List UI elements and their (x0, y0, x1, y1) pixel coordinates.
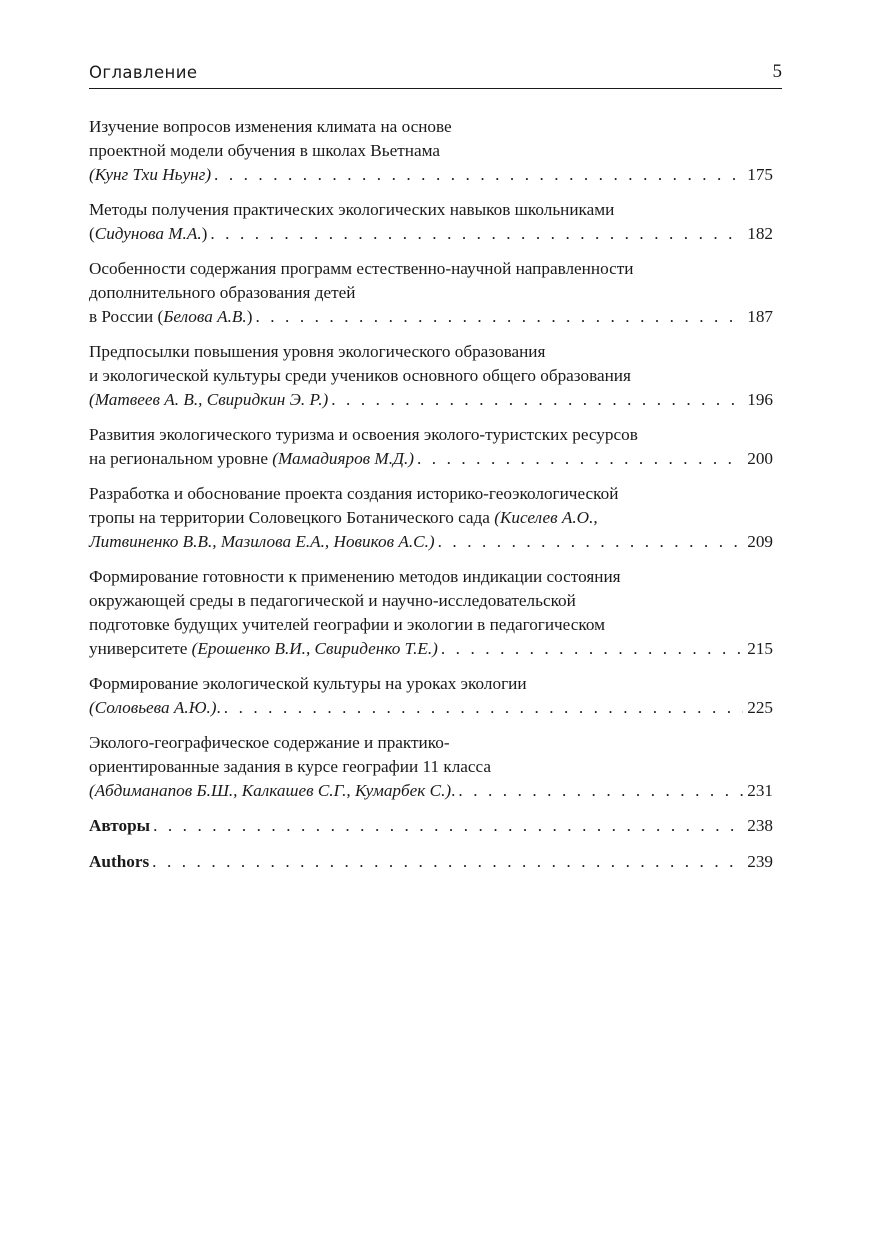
toc-entry-title-part: университете (89, 639, 192, 658)
toc-entry-page: 200 (747, 449, 773, 468)
toc-entry[interactable] (89, 198, 773, 246)
toc-entry-title-line: дополнительного образования детей (89, 283, 356, 302)
toc-entry-title-line: ориентированные задания в курсе географии 11 класса (89, 757, 492, 776)
toc-entry[interactable] (89, 565, 773, 661)
toc-entry-page: 239 (747, 852, 773, 871)
toc-entry-page: 196 (747, 390, 773, 409)
header-page-number: 5 (772, 61, 782, 82)
toc-entry-title-line: Формирование готовности к применению методов индикации состояния (89, 567, 621, 586)
toc-entry-title-line: Разработка и обоснование проекта создания историко-геоэкологической (89, 484, 619, 503)
toc-entry-title-part: ) (201, 224, 208, 243)
dot-leader (210, 222, 743, 246)
toc-entry-title: Авторы (89, 816, 151, 835)
toc-entry-page: 238 (747, 816, 773, 835)
toc-entry-title-part: ) (246, 307, 253, 326)
dot-leader (152, 850, 743, 874)
dot-leader (458, 779, 743, 803)
toc-entry-title-line: проектной модели обучения в школах Вьетнама (89, 141, 440, 160)
toc-entry-author: Литвиненко В.В., Мазилова Е.А., Новиков А.С.) (89, 532, 435, 551)
toc-entry-title-part: тропы на территории Соловецкого Ботанического сада (89, 508, 495, 527)
toc-entry-page: 225 (747, 698, 773, 717)
toc-entry-page: 215 (747, 639, 773, 658)
dot-leader (224, 696, 743, 720)
toc-entry-page: 182 (747, 224, 773, 243)
dot-leader (417, 447, 743, 471)
toc-entry[interactable] (89, 115, 773, 187)
toc-entry-author: (Матвеев А. В., Свиридкин Э. Р.) (89, 390, 329, 409)
toc-entry-authors-ru[interactable] (89, 814, 773, 838)
toc-entry-author: (Кунг Тхи Ньунг) (89, 165, 212, 184)
toc-entry-page: 231 (747, 781, 773, 800)
toc-entry-title-line: Развития экологического туризма и освоения эколого-туристских ресурсов (89, 425, 638, 444)
table-of-contents (89, 115, 773, 886)
toc-entry[interactable] (89, 423, 773, 471)
toc-entry-author: (Киселев А.О., (494, 508, 598, 527)
toc-entry[interactable] (89, 731, 773, 803)
dot-leader (441, 637, 743, 661)
toc-entry-page: 175 (747, 165, 773, 184)
dot-leader (438, 530, 744, 554)
toc-entry-author: (Абдиманапов Б.Ш., Калкашев С.Г., Кумарбек С.) (89, 781, 452, 800)
toc-entry-title-part: . (216, 698, 221, 717)
dot-leader (214, 163, 743, 187)
toc-entry-authors-en[interactable] (89, 850, 773, 874)
toc-entry-author: (Мамадияров М.Д.) (272, 449, 414, 468)
toc-entry-author: Белова А.В. (163, 307, 247, 326)
toc-entry-author: (Ерошенко В.И., Свириденко Т.Е.) (191, 639, 438, 658)
toc-entry-author: Сидунова М.А. (94, 224, 202, 243)
toc-entry[interactable] (89, 340, 773, 412)
toc-entry-title-part: на региональном уровне (89, 449, 273, 468)
toc-entry-title: Authors (89, 852, 150, 871)
toc-entry[interactable] (89, 257, 773, 329)
toc-entry-title-line: Эколого-географическое содержание и практико- (89, 733, 450, 752)
toc-entry-title-line: Изучение вопросов изменения климата на основе (89, 117, 452, 136)
toc-entry-title-line: окружающей среды в педагогической и научно-исследовательской (89, 591, 576, 610)
toc-entry-title-line: подготовке будущих учителей географии и экологии в педагогическом (89, 615, 605, 634)
toc-entry-title-line: Методы получения практических экологических навыков школьниками (89, 200, 615, 219)
running-header (89, 62, 782, 89)
dot-leader (153, 814, 743, 838)
toc-entry-title-part: . (451, 781, 456, 800)
toc-entry-title-part: в России ( (89, 307, 164, 326)
dot-leader (255, 305, 743, 329)
toc-entry[interactable] (89, 672, 773, 720)
dot-leader (331, 388, 743, 412)
toc-entry[interactable] (89, 482, 773, 554)
toc-entry-title-part: ( (89, 224, 95, 243)
toc-entry-title-line: Формирование экологической культуры на уроках экологии (89, 674, 527, 693)
toc-entry-title-line: и экологической культуры среди учеников основного общего образования (89, 366, 631, 385)
toc-entry-page: 187 (747, 307, 773, 326)
header-title: Оглавление (89, 63, 198, 82)
toc-entry-title-line (89, 506, 773, 530)
toc-entry-author: (Соловьева А.Ю.) (89, 698, 217, 717)
toc-entry-page: 209 (747, 532, 773, 551)
toc-entry-title-line: Предпосылки повышения уровня экологического образования (89, 342, 546, 361)
toc-entry-title-line: Особенности содержания программ естественно-научной направленности (89, 259, 634, 278)
